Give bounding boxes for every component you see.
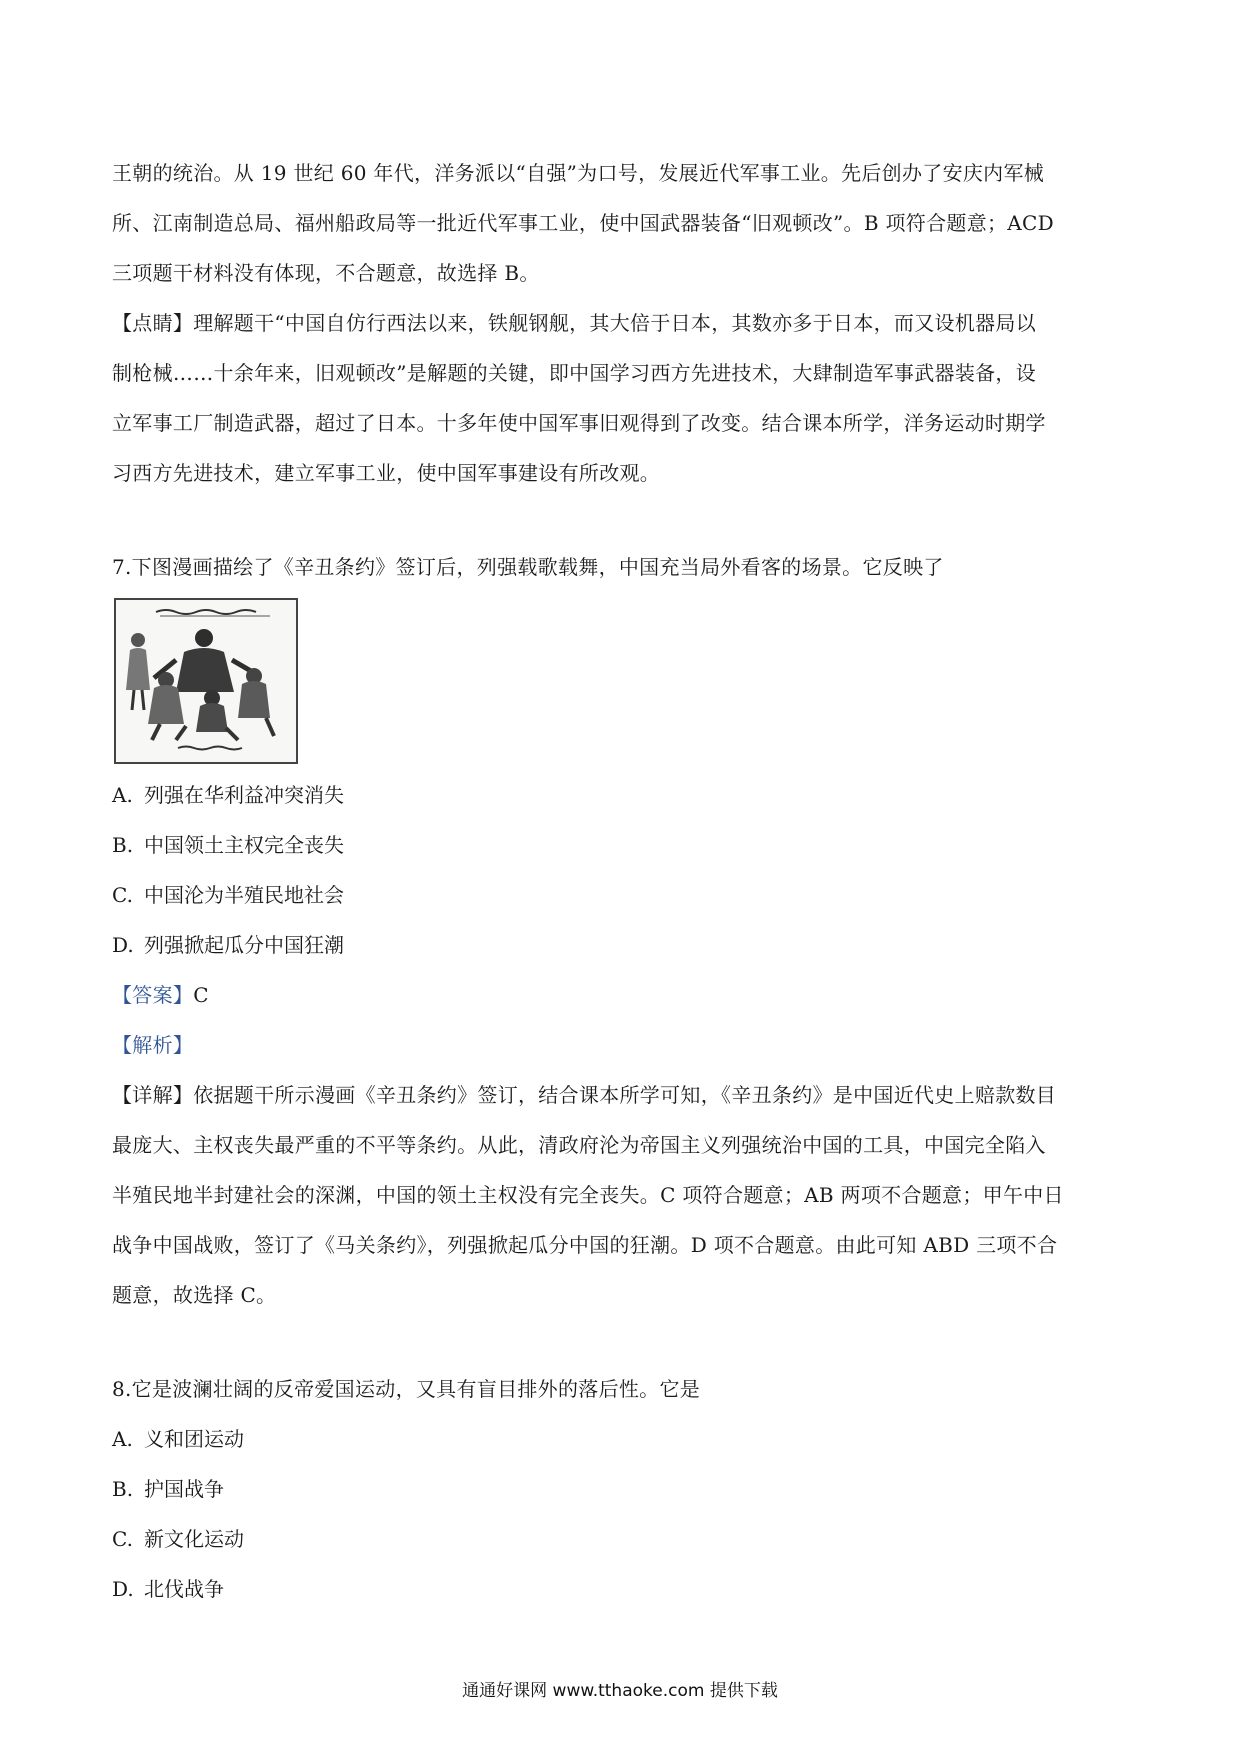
cartoon-illustration-icon — [114, 598, 298, 764]
option-a — [112, 770, 1128, 820]
option-text: 中国领土主权完全丧失 — [144, 833, 344, 857]
answer-value: C — [193, 983, 209, 1007]
detail-text: 依据题干所示漫画《辛丑条约》签订，结合课本所学可知，《辛丑条约》是中国近代史上赔款数目 — [193, 1083, 1057, 1107]
prev-explanation — [112, 148, 1128, 298]
option-b — [112, 820, 1128, 870]
question-stem: 8.它是波澜壮阔的反帝爱国运动，又具有盲目排外的落后性。它是 — [112, 1377, 701, 1401]
option-letter: D. — [112, 933, 134, 957]
option-letter: B. — [112, 833, 134, 857]
option-letter: C. — [112, 883, 133, 907]
question-8 — [112, 1364, 1128, 1614]
answer-line — [112, 970, 1128, 1020]
question-7 — [112, 542, 1128, 1320]
option-letter: A. — [112, 1427, 133, 1451]
prev-explanation-line: 所、江南制造总局、福州船政局等一批近代军事工业，使中国武器装备“旧观顿改”。B 项符合题意；ACD — [112, 211, 1054, 235]
document-page — [112, 148, 1128, 1614]
detail-line: 战争中国战败，签订了《马关条约》，列强掀起瓜分中国的狂潮。D 项不合题意。由此可知 ABD 三项不合 — [112, 1233, 1058, 1257]
prev-tip — [112, 298, 1128, 498]
prev-tip-line — [112, 298, 1128, 348]
prev-tip-line: 习西方先进技术，建立军事工业，使中国军事建设有所改观。 — [112, 461, 661, 485]
option-b — [112, 1464, 1128, 1514]
option-letter: C. — [112, 1527, 133, 1551]
option-text: 列强掀起瓜分中国狂潮 — [144, 933, 344, 957]
option-text: 义和团运动 — [144, 1427, 244, 1451]
detail-line: 半殖民地半封建社会的深渊，中国的领土主权没有完全丧失。C 项符合题意；AB 两项不合题意；甲午中日 — [112, 1183, 1064, 1207]
option-c — [112, 1514, 1128, 1564]
option-text: 新文化运动 — [144, 1527, 244, 1551]
option-c — [112, 870, 1128, 920]
detail-line: 最庞大、主权丧失最严重的不平等条约。从此，清政府沦为帝国主义列强统治中国的工具，中国完全陷入 — [112, 1133, 1046, 1157]
prev-tip-line: 制枪械……十余年来，旧观顿改”是解题的关键，即中国学习西方先进技术，大肆制造军事武器装备，设 — [112, 361, 1037, 385]
option-d — [112, 1564, 1128, 1614]
option-a — [112, 1414, 1128, 1464]
question-stem: 7.下图漫画描绘了《辛丑条约》签订后，列强载歌载舞，中国充当局外看客的场景。它反映了 — [112, 555, 944, 579]
detail-line — [112, 1070, 1128, 1120]
prev-explanation-line: 三项题干材料没有体现，不合题意，故选择 B。 — [112, 261, 540, 285]
option-d — [112, 920, 1128, 970]
tip-tag: 【点睛】 — [112, 311, 194, 335]
prev-tip-line: 立军事工厂制造武器，超过了日本。十多年使中国军事旧观得到了改变。结合课本所学，洋务运动时期学 — [112, 411, 1046, 435]
option-letter: B. — [112, 1477, 134, 1501]
answer-tag: 【答案】 — [112, 983, 194, 1007]
prev-explanation-line: 王朝的统治。从 19 世纪 60 年代，洋务派以“自强”为口号，发展近代军事工业。先后创办了安庆内军械 — [112, 161, 1045, 185]
option-letter: D. — [112, 1577, 134, 1601]
detail-line: 题意，故选择 C。 — [112, 1283, 277, 1307]
tip-text: 理解题干“中国自仿行西法以来，铁舰钢舰，其大倍于日本，其数亦多于日本，而又设机器局以 — [193, 311, 1037, 335]
option-letter: A. — [112, 783, 133, 807]
option-text: 中国沦为半殖民地社会 — [144, 883, 344, 907]
analysis-tag: 【解析】 — [112, 1033, 194, 1057]
option-text: 护国战争 — [144, 1477, 224, 1501]
page-footer: 通通好课网 www.tthaoke.com 提供下载 — [462, 1681, 778, 1701]
detail-tag: 【详解】 — [112, 1083, 194, 1107]
option-text: 北伐战争 — [144, 1577, 224, 1601]
option-text: 列强在华利益冲突消失 — [144, 783, 344, 807]
